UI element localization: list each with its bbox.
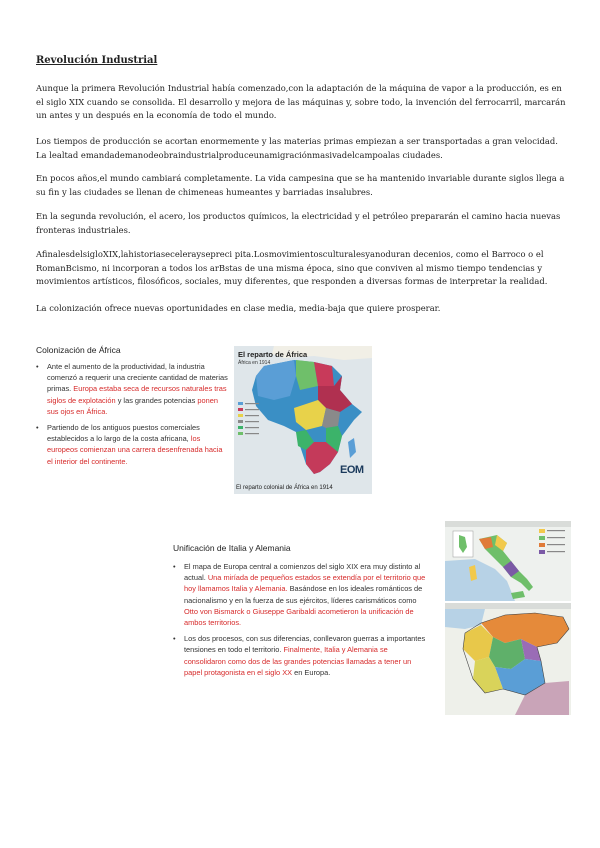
africa-map-subtitle: África en 1914 <box>238 360 271 366</box>
germany-map-graphic <box>445 603 571 715</box>
eom-logo: EOM <box>340 464 364 476</box>
italy-map-graphic <box>445 521 571 601</box>
bullet-icon: • <box>173 562 176 571</box>
africa-map-caption: El reparto colonial de África en 1914 <box>236 485 333 491</box>
bullet-icon: • <box>36 362 39 371</box>
africa-bullet-1: • Ante el aumento de la productividad, la industria comenzó a requerir una creciente cantidad de materias primas. Europa estaba seca de recursos naturales tras siglos de explotación y las grandes potencias ponen sus ojos en África. <box>36 362 228 416</box>
paragraph-6: La colonización ofrece nuevas oportunidades en clase media, media-baja que quiere prosperar. <box>36 303 441 313</box>
africa-slide-title: Colonización de África <box>36 345 121 355</box>
bullet-icon: • <box>36 423 39 433</box>
italy-map <box>445 521 571 601</box>
paragraph-2: Los tiempos de producción se acortan enormemente y las materias primas empiezan a ser transportadas a gran velocidad. La lealtad emandademanodeobraindustrialproduceunamigraciónmasivadelcampoalas ciudades. <box>36 136 558 160</box>
paragraph-1: Aunque la primera Revolución Industrial había comenzado,con la adaptación de la máquina de vapor a la producción, es en el siglo XIX cuando se consolida. El desarrollo y mejora de las máquinas y, sobre todo, la invención del ferrocarril, marcarán un antes y un después en la economía de todo el mundo. <box>36 83 566 121</box>
paragraph-3: En pocos años,el mundo cambiará completamente. La vida campesina que se ha mantenido invariable durante siglos llega a su fin y las ciudades se llenan de chimeneas humeantes y barriadas insalubres. <box>36 173 565 197</box>
germany-map <box>445 603 571 715</box>
africa-bullets <box>36 361 228 472</box>
bullet-icon: • <box>173 634 176 644</box>
italia-bullet-2: • Los dos procesos, con sus diferencias, conllevaron guerras a importantes tensiones en todo el territorio. Finalmente, Italia y Alemania se consolidaron como dos de las grandes potencias llamadas a tener un papel protagonista en el siglo XX en Europa. <box>173 634 426 677</box>
italia-bullets <box>173 561 429 683</box>
document-title: Revolución Industrial <box>36 55 158 66</box>
africa-map-title: El reparto de África <box>238 350 308 359</box>
italia-bullet-1: • El mapa de Europa central a comienzos del siglo XIX era muy distinto al actual. Una miríada de pequeños estados se extendía por el territorio que hoy llamamos Italia y Alemania. Basándose en los ideales románticos de nacionalismo y en la fuerza de sus ejércitos, líderes carismáticos como Otto von Bismarck o Giuseppe Garibaldi acometieron la unificación de ambos territorios. <box>173 562 426 628</box>
africa-bullet-2: • Partiendo de los antiguos puestos comerciales establecidos a lo largo de la costa africana, los europeos comienzan una carrera desenfrenada hacia el interior del continente. <box>36 423 223 466</box>
italia-slide-title: Unificación de Italia y Alemania <box>173 543 291 553</box>
africa-map <box>234 346 372 494</box>
paragraph-5: AfinalesdelsigloXIX,lahistoriaseceleraysepreci pita.Losmovimientosculturalesyanoduran decenios, como el Barroco o el RomanBcismo, ni incorporan a todos los arBstas de una misma época, sino que conviven al mismo tiempo tendencias y movimientos artísticos, filosóficos, sociales, muy diferentes, que responden a diversas formas de interpretar la realidad. <box>36 249 548 287</box>
paragraph-4: En la segunda revolución, el acero, los productos químicos, la electricidad y el petróleo prepararán el camino hacia nuevas fronteras industriales. <box>36 211 561 235</box>
